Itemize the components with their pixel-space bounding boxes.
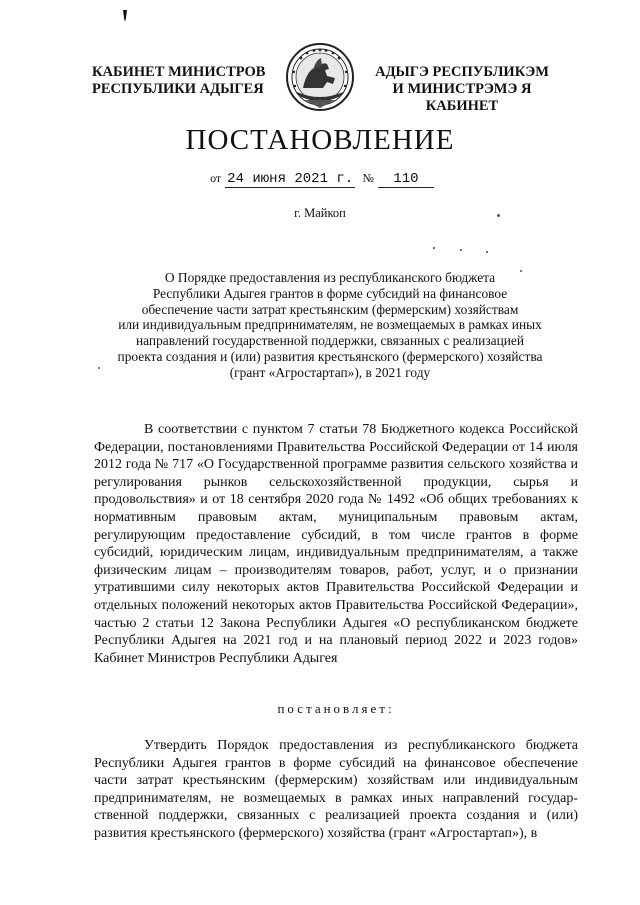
- coat-of-arms-icon: [283, 42, 357, 112]
- scan-speck: [486, 251, 488, 253]
- scan-speck: [497, 214, 500, 217]
- resolves-heading: постановляет:: [277, 701, 395, 716]
- subject-line: направлений государственной поддержки, связанных с реализацией: [135, 333, 525, 349]
- subject-line: проекта создания и (или) развития крестьянского (фермерского) хозяйства: [117, 348, 543, 364]
- scan-speck: [520, 270, 522, 272]
- document-date: 24 июня 2021 г.: [227, 171, 354, 187]
- subject-line: обеспечение части затрат крестьянским (фермерским) хозяйствам: [141, 301, 519, 317]
- number-label: №: [362, 171, 374, 185]
- scan-speck: [433, 247, 435, 249]
- subject-line: О Порядке предоставления из республиканского бюджета: [164, 270, 496, 285]
- header-left-line-1: КАБИНЕТ МИНИСТРОВ: [92, 64, 266, 80]
- header-right-block: [362, 64, 562, 115]
- date-from-label: от: [210, 171, 222, 185]
- operative-paragraph: Утвердить Порядок предоставления из республиканского бюджета Республики Адыгея грантов в форме субсидий на финансовое обеспечение части затрат крестьянским (фермерским) хозяйствам или индивидуальным предпринимателям, не возмещаемых в рамках иных направлений государственной поддержки, связанных с реализацией проекта создания и (или) развития крестьянского (фермерского) хозяйства (грант «Агростартап»), в: [94, 738, 578, 841]
- document-subject: [90, 270, 570, 381]
- preamble-paragraph: В соответствии с пунктом 7 статьи 78 Бюджетного кодекса Российской Федерации, постановлениями Правительства Российской Федерации от 14 июля 2012 года № 717 «О Государственной программе развития сельского хозяйства и регулирования рынков сельскохозяйственной продукции, сырья и продовольствия» и от 18 сентября 2020 года № 1492 «Об общих требованиях к нормативным правовым актам, муниципальным правовым актам, регулирующим предоставление субсидий, в том числе грантов в форме субсидий, юридическим лицам, индивидуальным предпринимателям, а также физическим лицам – производителям товаров, работ, услуг, и о признании утратившими силу некоторых актов Правительства Российской Федерации и отдельных положений некоторых актов Правительства Российской Федерации», частью 2 статьи 12 Закона Республики Адыгея «О республиканском бюджете Республики Адыгея на 2021 год и на плановый период 2022 и 2023 годов» Кабинет Министров Республики Адыгея: [94, 422, 578, 666]
- header-right-line-2: И МИНИСТРЭМЭ Я КАБИНЕТ: [392, 81, 532, 114]
- scan-speck: [460, 249, 462, 251]
- subject-line: или индивидуальным предпринимателям, не возмещаемых в рамках иных: [118, 317, 542, 333]
- subject-line: (грант «Агростартап»), в 2021 году: [229, 364, 431, 380]
- document-number: 110: [378, 172, 434, 188]
- document-header: [0, 42, 640, 112]
- subject-line: Республики Адыгея грантов в форме субсидий на финансовое: [152, 285, 508, 301]
- scan-speck: [98, 367, 100, 369]
- city-name: г. Майкоп: [294, 206, 346, 220]
- header-left-block: [92, 64, 282, 98]
- date-number-line: [0, 170, 640, 188]
- header-left-line-2: РЕСПУБЛИКИ АДЫГЕЯ: [92, 81, 264, 97]
- document-title: ПОСТАНОВЛЕНИЕ: [185, 124, 455, 156]
- header-right-line-1: АДЫГЭ РЕСПУБЛИКЭМ: [375, 64, 549, 80]
- scan-mark-icon: [122, 10, 128, 22]
